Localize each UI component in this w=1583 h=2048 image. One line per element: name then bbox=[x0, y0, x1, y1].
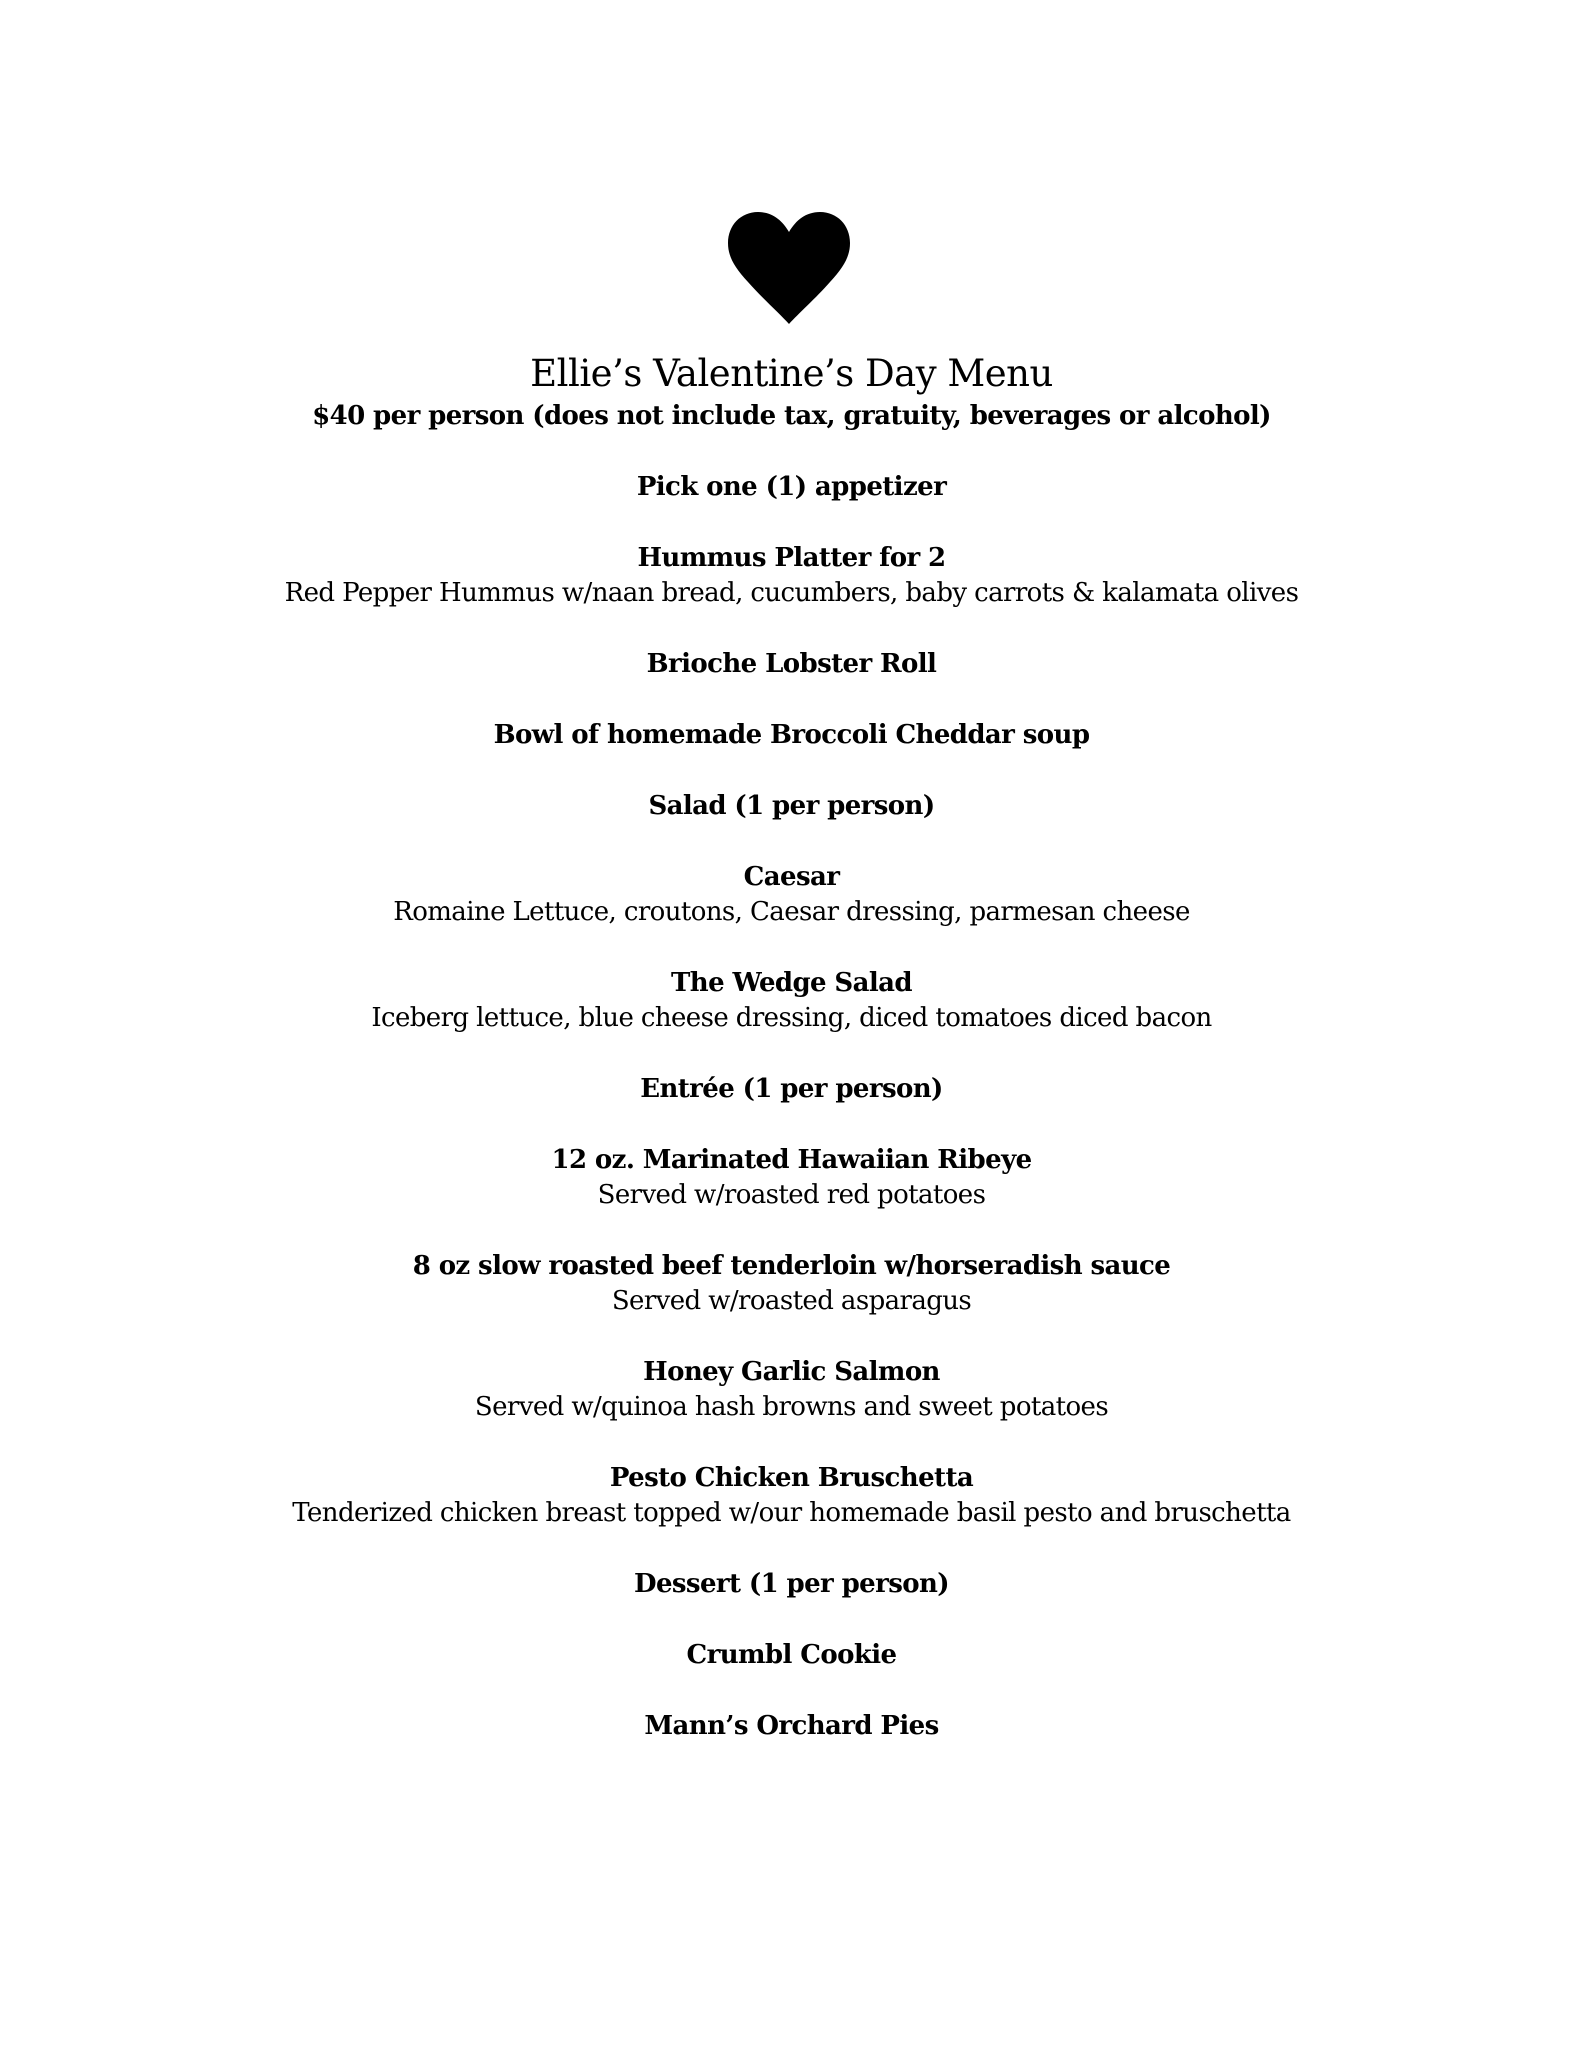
item-description: Tenderized chicken breast topped w/our homemade basil pesto and bruschetta bbox=[292, 1498, 1291, 1528]
menu-item bbox=[0, 540, 1583, 611]
item-description: Romaine Lettuce, croutons, Caesar dressing, parmesan cheese bbox=[393, 897, 1190, 927]
menu-item bbox=[0, 1708, 1583, 1744]
dessert-heading: Dessert (1 per person) bbox=[634, 1569, 949, 1599]
item-name: Brioche Lobster Roll bbox=[646, 649, 937, 679]
menu-item bbox=[0, 646, 1583, 682]
item-name: The Wedge Salad bbox=[671, 968, 912, 998]
item-name: 12 oz. Marinated Hawaiian Ribeye bbox=[551, 1145, 1032, 1175]
menu-item bbox=[0, 1637, 1583, 1673]
menu-item bbox=[0, 1460, 1583, 1531]
salad-heading: Salad (1 per person) bbox=[648, 791, 935, 821]
item-name: Hummus Platter for 2 bbox=[637, 543, 946, 573]
menu-document bbox=[0, 350, 1583, 1779]
item-name: Pesto Chicken Bruschetta bbox=[609, 1463, 974, 1493]
menu-item bbox=[0, 717, 1583, 753]
item-description: Served w/quinoa hash browns and sweet potatoes bbox=[474, 1392, 1109, 1422]
item-name: Crumbl Cookie bbox=[686, 1640, 897, 1670]
price-note: $40 per person (does not include tax, gratuity, beverages or alcohol) bbox=[312, 401, 1271, 431]
item-description: Iceberg lettuce, blue cheese dressing, diced tomatoes diced bacon bbox=[371, 1003, 1212, 1033]
menu-item bbox=[0, 1354, 1583, 1425]
item-description: Served w/roasted red potatoes bbox=[597, 1180, 986, 1210]
menu-item bbox=[0, 1248, 1583, 1319]
menu-item bbox=[0, 859, 1583, 930]
item-name: Bowl of homemade Broccoli Cheddar soup bbox=[493, 720, 1090, 750]
menu-title: Ellie’s Valentine’s Day Menu bbox=[530, 352, 1053, 395]
menu-item bbox=[0, 1142, 1583, 1213]
entree-heading: Entrée (1 per person) bbox=[640, 1074, 943, 1104]
appetizer-heading: Pick one (1) appetizer bbox=[636, 472, 947, 502]
item-description: Served w/roasted asparagus bbox=[611, 1286, 972, 1316]
item-description: Red Pepper Hummus w/naan bread, cucumbers, baby carrots & kalamata olives bbox=[284, 578, 1299, 608]
item-name: Mann’s Orchard Pies bbox=[644, 1711, 939, 1741]
item-name: Honey Garlic Salmon bbox=[643, 1357, 940, 1387]
heart-icon bbox=[728, 212, 850, 324]
item-name: Caesar bbox=[743, 862, 840, 892]
item-name: 8 oz slow roasted beef tenderloin w/horseradish sauce bbox=[412, 1251, 1171, 1281]
menu-item bbox=[0, 965, 1583, 1036]
